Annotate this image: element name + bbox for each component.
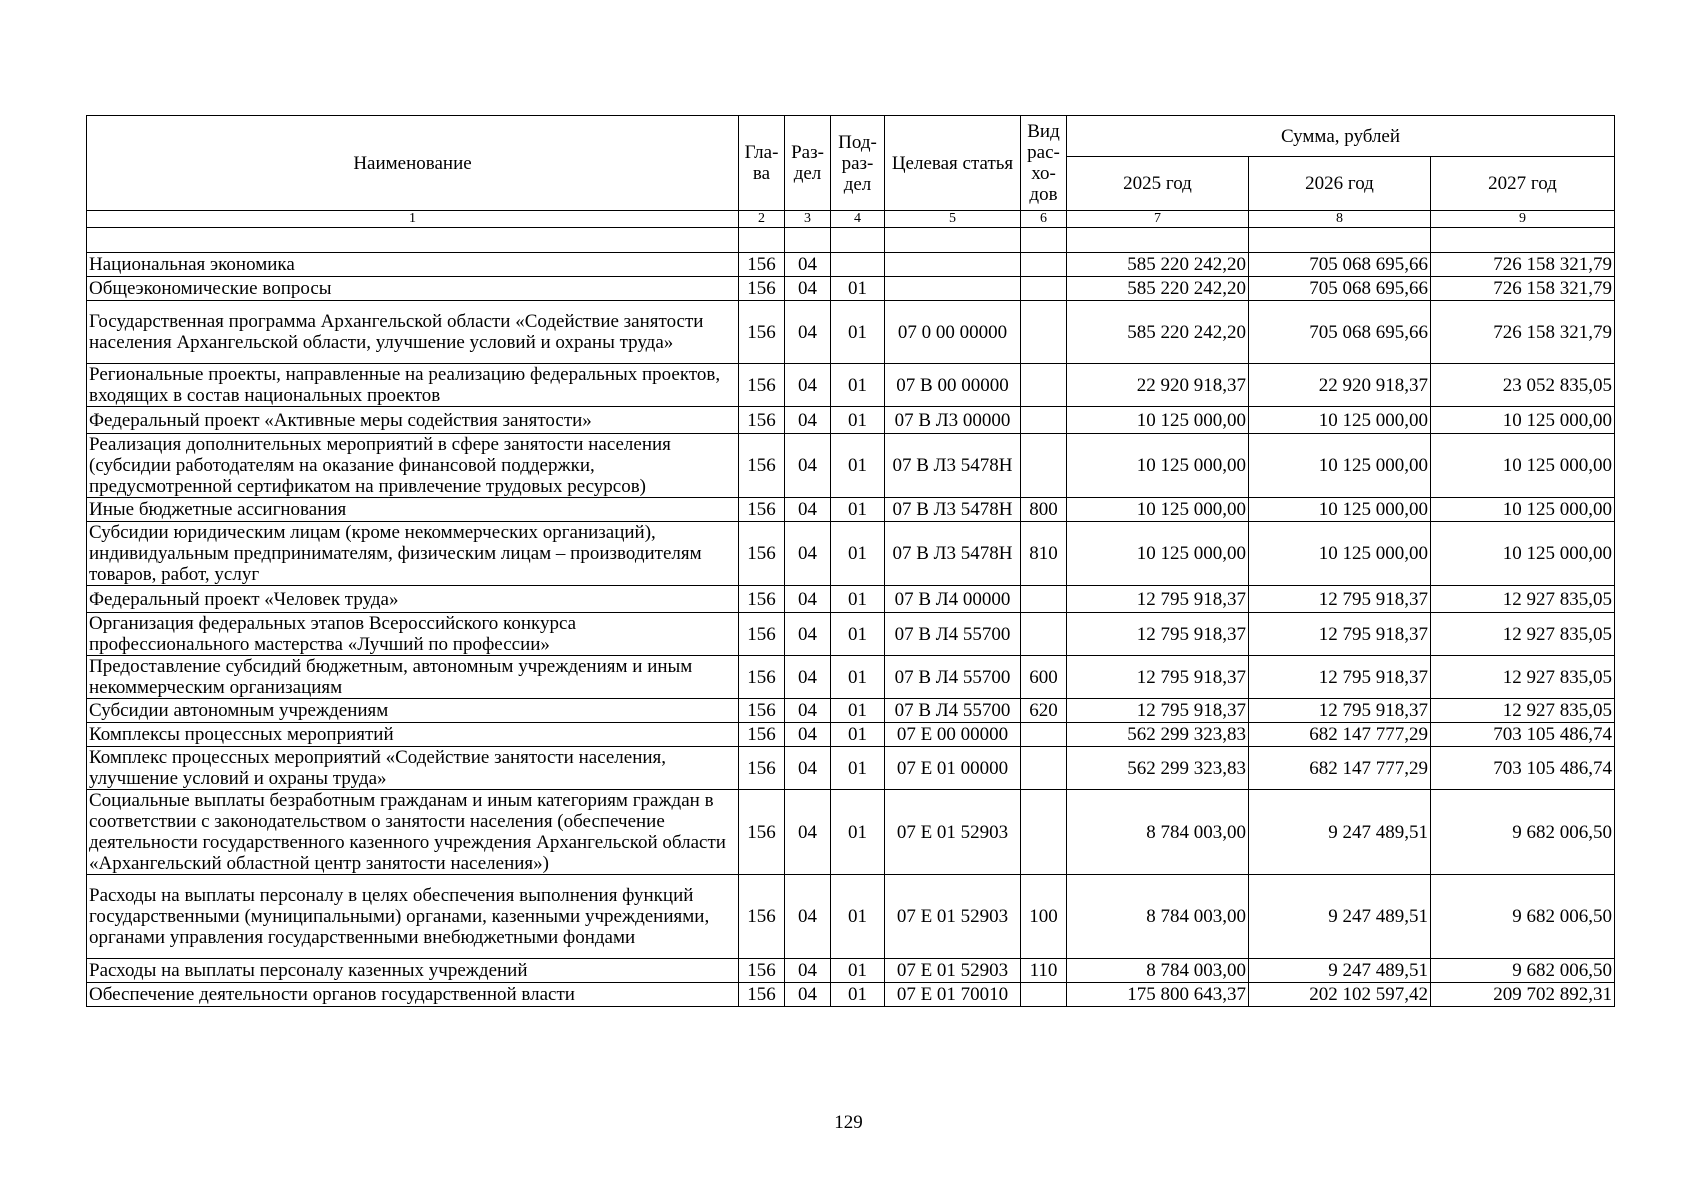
cell-amount-2025: 12 795 918,37 (1067, 613, 1249, 656)
header-podrazdel: Под-раз-дел (831, 116, 885, 211)
cell-amount-2026: 12 795 918,37 (1249, 613, 1431, 656)
cell-podrazdel: 01 (831, 301, 885, 364)
cell-podrazdel: 01 (831, 747, 885, 790)
cell-tselevaya-statya: 07 Е 01 52903 (885, 875, 1021, 959)
cell-amount-2025: 12 795 918,37 (1067, 656, 1249, 699)
cell-glava: 156 (739, 498, 785, 522)
cell-tselevaya-statya: 07 В 00 00000 (885, 364, 1021, 407)
cell-amount-2026: 10 125 000,00 (1249, 434, 1431, 498)
cell-amount-2026: 10 125 000,00 (1249, 407, 1431, 434)
cell-vid-raskhodov (1021, 723, 1067, 747)
cell-name: Иные бюджетные ассигнования (87, 498, 739, 522)
cell-name: Расходы на выплаты персоналу казенных учреждений (87, 959, 739, 983)
cell-vid-raskhodov: 110 (1021, 959, 1067, 983)
cell-amount-2027: 23 052 835,05 (1431, 364, 1615, 407)
cell-glava: 156 (739, 522, 785, 586)
table-row (87, 434, 1615, 498)
cell-amount-2027: 9 682 006,50 (1431, 959, 1615, 983)
cell-podrazdel: 01 (831, 875, 885, 959)
cell-podrazdel: 01 (831, 656, 885, 699)
cell-podrazdel (831, 253, 885, 277)
cell-razdel: 04 (785, 959, 831, 983)
cell-glava: 156 (739, 253, 785, 277)
cell-name: Субсидии автономным учреждениям (87, 699, 739, 723)
table-row (87, 613, 1615, 656)
cell-amount-2026: 12 795 918,37 (1249, 699, 1431, 723)
cell-vid-raskhodov (1021, 613, 1067, 656)
cell-podrazdel: 01 (831, 498, 885, 522)
cell-vid-raskhodov (1021, 253, 1067, 277)
table-row (87, 364, 1615, 407)
cell-vid-raskhodov (1021, 586, 1067, 613)
blank-cell (1067, 228, 1249, 253)
table-row (87, 699, 1615, 723)
cell-amount-2027: 12 927 835,05 (1431, 699, 1615, 723)
cell-amount-2025: 562 299 323,83 (1067, 747, 1249, 790)
cell-vid-raskhodov: 100 (1021, 875, 1067, 959)
cell-amount-2026: 9 247 489,51 (1249, 875, 1431, 959)
cell-tselevaya-statya (885, 253, 1021, 277)
table-header (87, 116, 1615, 228)
cell-amount-2025: 585 220 242,20 (1067, 277, 1249, 301)
cell-amount-2026: 10 125 000,00 (1249, 522, 1431, 586)
cell-tselevaya-statya: 07 В Л4 00000 (885, 586, 1021, 613)
cell-tselevaya-statya: 07 Е 00 00000 (885, 723, 1021, 747)
cell-amount-2025: 175 800 643,37 (1067, 983, 1249, 1007)
cell-glava: 156 (739, 407, 785, 434)
cell-razdel: 04 (785, 875, 831, 959)
header-year-2025: 2025 год (1067, 157, 1249, 211)
cell-name: Комплексы процессных мероприятий (87, 723, 739, 747)
cell-name: Национальная экономика (87, 253, 739, 277)
cell-glava: 156 (739, 613, 785, 656)
cell-vid-raskhodov: 620 (1021, 699, 1067, 723)
blank-cell (1249, 228, 1431, 253)
cell-podrazdel: 01 (831, 586, 885, 613)
column-number: 2 (739, 211, 785, 228)
cell-razdel: 04 (785, 301, 831, 364)
cell-glava: 156 (739, 586, 785, 613)
table-row (87, 723, 1615, 747)
cell-glava: 156 (739, 747, 785, 790)
cell-podrazdel: 01 (831, 983, 885, 1007)
cell-amount-2026: 682 147 777,29 (1249, 747, 1431, 790)
cell-razdel: 04 (785, 613, 831, 656)
cell-glava: 156 (739, 301, 785, 364)
header-vid-raskhodov: Вид рас-хо-дов (1021, 116, 1067, 211)
cell-amount-2027: 9 682 006,50 (1431, 875, 1615, 959)
header-summa: Сумма, рублей (1067, 116, 1615, 157)
cell-amount-2025: 8 784 003,00 (1067, 790, 1249, 875)
cell-name: Региональные проекты, направленные на реализацию федеральных проектов, входящих в состав национальных проектов (87, 364, 739, 407)
cell-amount-2025: 10 125 000,00 (1067, 522, 1249, 586)
table-row (87, 277, 1615, 301)
table-row (87, 790, 1615, 875)
cell-podrazdel: 01 (831, 699, 885, 723)
cell-tselevaya-statya: 07 Е 01 52903 (885, 959, 1021, 983)
column-number-row (87, 211, 1615, 228)
cell-name: Комплекс процессных мероприятий «Содействие занятости населения, улучшение условий и охраны труда» (87, 747, 739, 790)
cell-vid-raskhodov (1021, 277, 1067, 301)
cell-razdel: 04 (785, 498, 831, 522)
cell-amount-2027: 726 158 321,79 (1431, 277, 1615, 301)
table-row (87, 498, 1615, 522)
column-number: 1 (87, 211, 739, 228)
cell-amount-2027: 9 682 006,50 (1431, 790, 1615, 875)
cell-tselevaya-statya: 07 В Л3 5478Н (885, 434, 1021, 498)
cell-razdel: 04 (785, 277, 831, 301)
cell-tselevaya-statya: 07 Е 01 52903 (885, 790, 1021, 875)
column-number: 4 (831, 211, 885, 228)
cell-glava: 156 (739, 790, 785, 875)
cell-glava: 156 (739, 277, 785, 301)
header-glava: Гла-ва (739, 116, 785, 211)
cell-name: Субсидии юридическим лицам (кроме некоммерческих организаций), индивидуальным предпринимателям, физическим лицам – производителям товаров, работ, услуг (87, 522, 739, 586)
table-row (87, 747, 1615, 790)
cell-amount-2027: 209 702 892,31 (1431, 983, 1615, 1007)
column-number: 9 (1431, 211, 1615, 228)
cell-name: Обеспечение деятельности органов государственной власти (87, 983, 739, 1007)
budget-table (86, 115, 1615, 1007)
cell-tselevaya-statya: 07 В Л3 5478Н (885, 498, 1021, 522)
cell-amount-2025: 585 220 242,20 (1067, 253, 1249, 277)
cell-glava: 156 (739, 434, 785, 498)
blank-cell (885, 228, 1021, 253)
cell-glava: 156 (739, 875, 785, 959)
cell-amount-2026: 705 068 695,66 (1249, 301, 1431, 364)
cell-vid-raskhodov (1021, 790, 1067, 875)
cell-amount-2027: 10 125 000,00 (1431, 522, 1615, 586)
cell-tselevaya-statya: 07 Е 01 00000 (885, 747, 1021, 790)
cell-name: Федеральный проект «Активные меры содействия занятости» (87, 407, 739, 434)
cell-amount-2025: 8 784 003,00 (1067, 959, 1249, 983)
cell-amount-2025: 10 125 000,00 (1067, 434, 1249, 498)
cell-tselevaya-statya: 07 Е 01 70010 (885, 983, 1021, 1007)
header-year-2026: 2026 год (1249, 157, 1431, 211)
header-name: Наименование (87, 116, 739, 211)
table-row (87, 875, 1615, 959)
table-row (87, 407, 1615, 434)
header-razdel: Раз-дел (785, 116, 831, 211)
cell-glava: 156 (739, 723, 785, 747)
cell-razdel: 04 (785, 747, 831, 790)
cell-amount-2025: 22 920 918,37 (1067, 364, 1249, 407)
cell-vid-raskhodov (1021, 301, 1067, 364)
cell-razdel: 04 (785, 434, 831, 498)
cell-name: Реализация дополнительных мероприятий в сфере занятости населения (субсидии работодателям на оказание финансовой поддержки, предусмотренной сертификатом на привлечение трудовых ресурсов) (87, 434, 739, 498)
cell-name: Социальные выплаты безработным гражданам и иным категориям граждан в соответствии с законодательством о занятости населения (обеспечение деятельности государственного казенного учреждения Архангельской области «Архангельский областной центр занятости населения») (87, 790, 739, 875)
cell-razdel: 04 (785, 407, 831, 434)
cell-glava: 156 (739, 959, 785, 983)
cell-razdel: 04 (785, 983, 831, 1007)
cell-podrazdel: 01 (831, 522, 885, 586)
cell-tselevaya-statya: 07 В Л4 55700 (885, 656, 1021, 699)
header-year-2027: 2027 год (1431, 157, 1615, 211)
cell-razdel: 04 (785, 364, 831, 407)
cell-amount-2027: 12 927 835,05 (1431, 586, 1615, 613)
cell-amount-2025: 10 125 000,00 (1067, 498, 1249, 522)
blank-cell (1431, 228, 1615, 253)
cell-amount-2025: 562 299 323,83 (1067, 723, 1249, 747)
cell-razdel: 04 (785, 253, 831, 277)
cell-tselevaya-statya: 07 В Л4 55700 (885, 699, 1021, 723)
table-row (87, 959, 1615, 983)
cell-amount-2026: 705 068 695,66 (1249, 253, 1431, 277)
cell-podrazdel: 01 (831, 277, 885, 301)
cell-name: Государственная программа Архангельской области «Содействие занятости населения Архангельской области, улучшение условий и охраны труда» (87, 301, 739, 364)
cell-amount-2025: 8 784 003,00 (1067, 875, 1249, 959)
cell-amount-2025: 10 125 000,00 (1067, 407, 1249, 434)
column-number: 6 (1021, 211, 1067, 228)
cell-amount-2026: 9 247 489,51 (1249, 790, 1431, 875)
cell-amount-2027: 726 158 321,79 (1431, 301, 1615, 364)
column-number: 3 (785, 211, 831, 228)
cell-name: Федеральный проект «Человек труда» (87, 586, 739, 613)
cell-vid-raskhodov: 800 (1021, 498, 1067, 522)
cell-name: Организация федеральных этапов Всероссийского конкурса профессионального мастерства «Лучший по профессии» (87, 613, 739, 656)
cell-amount-2026: 705 068 695,66 (1249, 277, 1431, 301)
cell-podrazdel: 01 (831, 723, 885, 747)
cell-glava: 156 (739, 364, 785, 407)
cell-amount-2025: 12 795 918,37 (1067, 586, 1249, 613)
table-row (87, 522, 1615, 586)
cell-amount-2026: 9 247 489,51 (1249, 959, 1431, 983)
column-number: 8 (1249, 211, 1431, 228)
cell-amount-2027: 703 105 486,74 (1431, 747, 1615, 790)
blank-cell (87, 228, 739, 253)
cell-vid-raskhodov (1021, 364, 1067, 407)
cell-vid-raskhodov (1021, 983, 1067, 1007)
cell-amount-2027: 703 105 486,74 (1431, 723, 1615, 747)
cell-amount-2025: 585 220 242,20 (1067, 301, 1249, 364)
cell-tselevaya-statya (885, 277, 1021, 301)
cell-amount-2026: 10 125 000,00 (1249, 498, 1431, 522)
cell-amount-2027: 12 927 835,05 (1431, 613, 1615, 656)
cell-vid-raskhodov (1021, 434, 1067, 498)
cell-tselevaya-statya: 07 В Л3 5478Н (885, 522, 1021, 586)
cell-name: Расходы на выплаты персоналу в целях обеспечения выполнения функций государственными (муниципальными) органами, казенными учреждениями, органами управления государственными внебюджетными фондами (87, 875, 739, 959)
cell-razdel: 04 (785, 522, 831, 586)
table-row (87, 656, 1615, 699)
cell-vid-raskhodov: 600 (1021, 656, 1067, 699)
cell-name: Общеэкономические вопросы (87, 277, 739, 301)
table-row (87, 301, 1615, 364)
cell-amount-2026: 202 102 597,42 (1249, 983, 1431, 1007)
table-row (87, 253, 1615, 277)
cell-podrazdel: 01 (831, 613, 885, 656)
header-tselevaya-statya: Целевая статья (885, 116, 1021, 211)
cell-podrazdel: 01 (831, 790, 885, 875)
table-row (87, 983, 1615, 1007)
cell-razdel: 04 (785, 699, 831, 723)
cell-razdel: 04 (785, 656, 831, 699)
cell-vid-raskhodov: 810 (1021, 522, 1067, 586)
column-number: 7 (1067, 211, 1249, 228)
cell-podrazdel: 01 (831, 407, 885, 434)
cell-amount-2027: 10 125 000,00 (1431, 498, 1615, 522)
cell-glava: 156 (739, 656, 785, 699)
cell-podrazdel: 01 (831, 434, 885, 498)
blank-cell (739, 228, 785, 253)
table-row (87, 586, 1615, 613)
cell-glava: 156 (739, 699, 785, 723)
cell-tselevaya-statya: 07 0 00 00000 (885, 301, 1021, 364)
table-body (87, 228, 1615, 1007)
cell-name: Предоставление субсидий бюджетным, автономным учреждениям и иным некоммерческим организациям (87, 656, 739, 699)
cell-amount-2026: 22 920 918,37 (1249, 364, 1431, 407)
cell-amount-2026: 12 795 918,37 (1249, 586, 1431, 613)
cell-amount-2026: 682 147 777,29 (1249, 723, 1431, 747)
cell-amount-2027: 10 125 000,00 (1431, 434, 1615, 498)
column-number: 5 (885, 211, 1021, 228)
cell-amount-2027: 726 158 321,79 (1431, 253, 1615, 277)
page-number: 129 (834, 1112, 863, 1133)
cell-amount-2027: 10 125 000,00 (1431, 407, 1615, 434)
cell-razdel: 04 (785, 723, 831, 747)
cell-vid-raskhodov (1021, 407, 1067, 434)
cell-razdel: 04 (785, 790, 831, 875)
cell-tselevaya-statya: 07 В Л4 55700 (885, 613, 1021, 656)
cell-glava: 156 (739, 983, 785, 1007)
cell-amount-2027: 12 927 835,05 (1431, 656, 1615, 699)
blank-cell (831, 228, 885, 253)
cell-podrazdel: 01 (831, 959, 885, 983)
cell-tselevaya-statya: 07 В Л3 00000 (885, 407, 1021, 434)
cell-amount-2026: 12 795 918,37 (1249, 656, 1431, 699)
blank-cell (1021, 228, 1067, 253)
cell-vid-raskhodov (1021, 747, 1067, 790)
cell-amount-2025: 12 795 918,37 (1067, 699, 1249, 723)
blank-row (87, 228, 1615, 253)
blank-cell (785, 228, 831, 253)
cell-podrazdel: 01 (831, 364, 885, 407)
cell-razdel: 04 (785, 586, 831, 613)
